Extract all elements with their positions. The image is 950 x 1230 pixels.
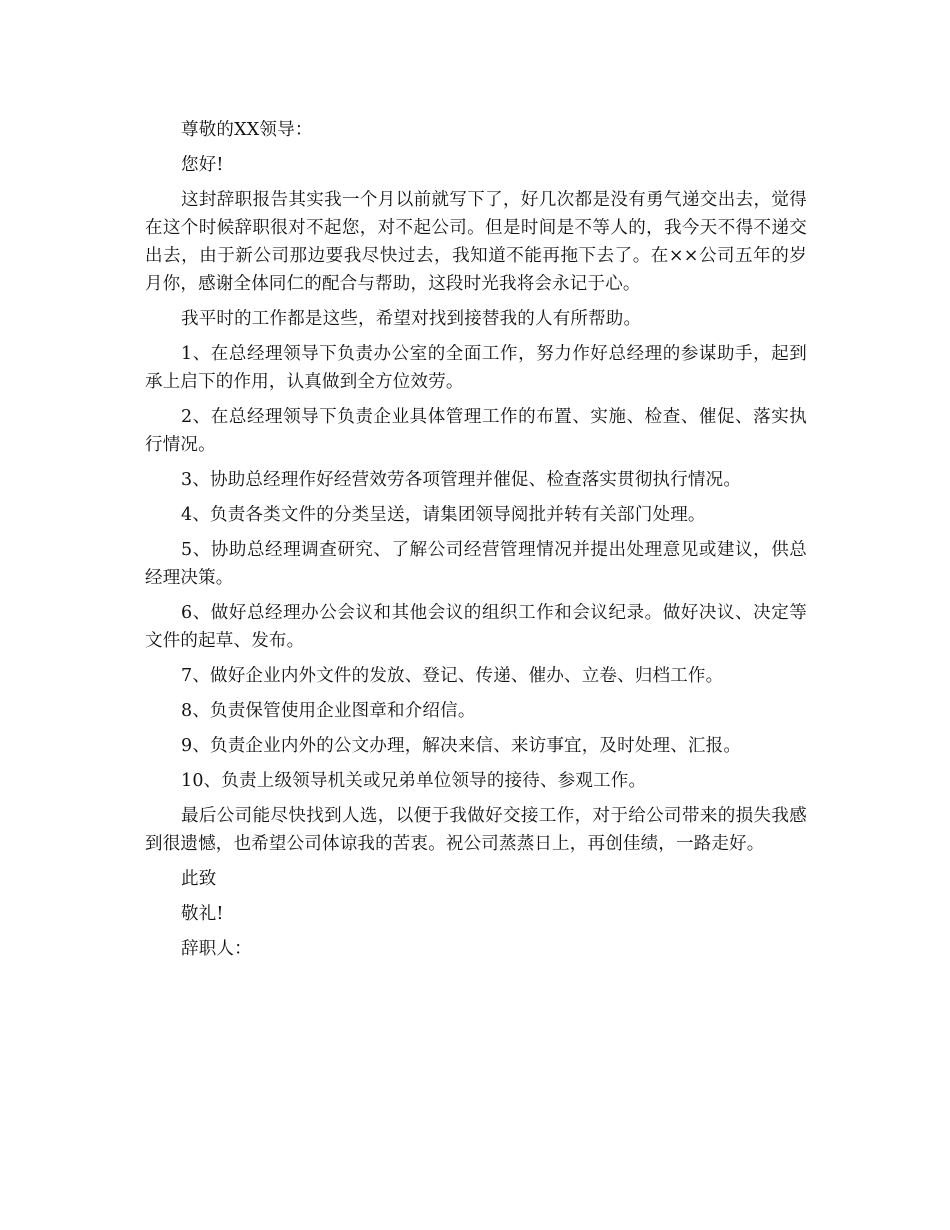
duty-item: 8、负责保管使用企业图章和介绍信。 bbox=[181, 701, 476, 721]
duty-item: 2、在总经理领导下负责企业具体管理工作的布置、实施、检查、催促、落实执行情况。 bbox=[145, 407, 807, 455]
duty-item: 4、负责各类文件的分类呈送，请集团领导阅批并转有关部门处理。 bbox=[181, 505, 706, 525]
resignation-letter bbox=[145, 116, 807, 970]
duty-item: 9、负责企业内外的公文办理，解决来信、来访事宜，及时处理、汇报。 bbox=[181, 736, 742, 756]
duty-item: 3、协助总经理作好经营效劳各项管理并催促、检查落实贯彻执行情况。 bbox=[181, 470, 742, 490]
duty-item: 5、协助总经理调查研究、了解公司经营管理情况并提出处理意见或建议，供总经理决策。 bbox=[145, 540, 807, 588]
duties-intro: 我平时的工作都是这些，希望对找到接替我的人有所帮助。 bbox=[181, 309, 642, 329]
duty-item: 1、在总经理领导下负责办公室的全面工作，努力作好总经理的参谋助手，起到承上启下的作用，认真做到全方位效劳。 bbox=[145, 344, 807, 392]
greeting: 您好! bbox=[181, 155, 224, 175]
duty-item: 6、做好总经理办公会议和其他会议的组织工作和会议纪录。做好决议、决定等文件的起草、发布。 bbox=[145, 603, 807, 651]
duty-item: 7、做好企业内外文件的发放、登记、传递、催办、立卷、归档工作。 bbox=[181, 666, 724, 686]
salutation: 尊敬的XX领导： bbox=[181, 120, 313, 140]
signature-line: 辞职人： bbox=[181, 939, 252, 959]
sign-off-line-1: 此致 bbox=[181, 869, 217, 889]
closing-paragraph: 最后公司能尽快找到人选，以便于我做好交接工作，对于给公司带来的损失我感到很遗憾，也希望公司体谅我的苦衷。祝公司蒸蒸日上，再创佳绩，一路走好。 bbox=[145, 806, 807, 854]
duty-item: 10、负责上级领导机关或兄弟单位领导的接待、参观工作。 bbox=[181, 771, 647, 791]
sign-off-line-2: 敬礼! bbox=[181, 904, 224, 924]
intro-paragraph: 这封辞职报告其实我一个月以前就写下了，好几次都是没有勇气递交出去，觉得在这个时候辞职很对不起您，对不起公司。但是时间是不等人的，我今天不得不递交出去，由于新公司那边要我尽快过去，我知道不能再拖下去了。在××公司五年的岁月你，感谢全体同仁的配合与帮助，这段时光我将会永记于心。 bbox=[145, 190, 807, 294]
